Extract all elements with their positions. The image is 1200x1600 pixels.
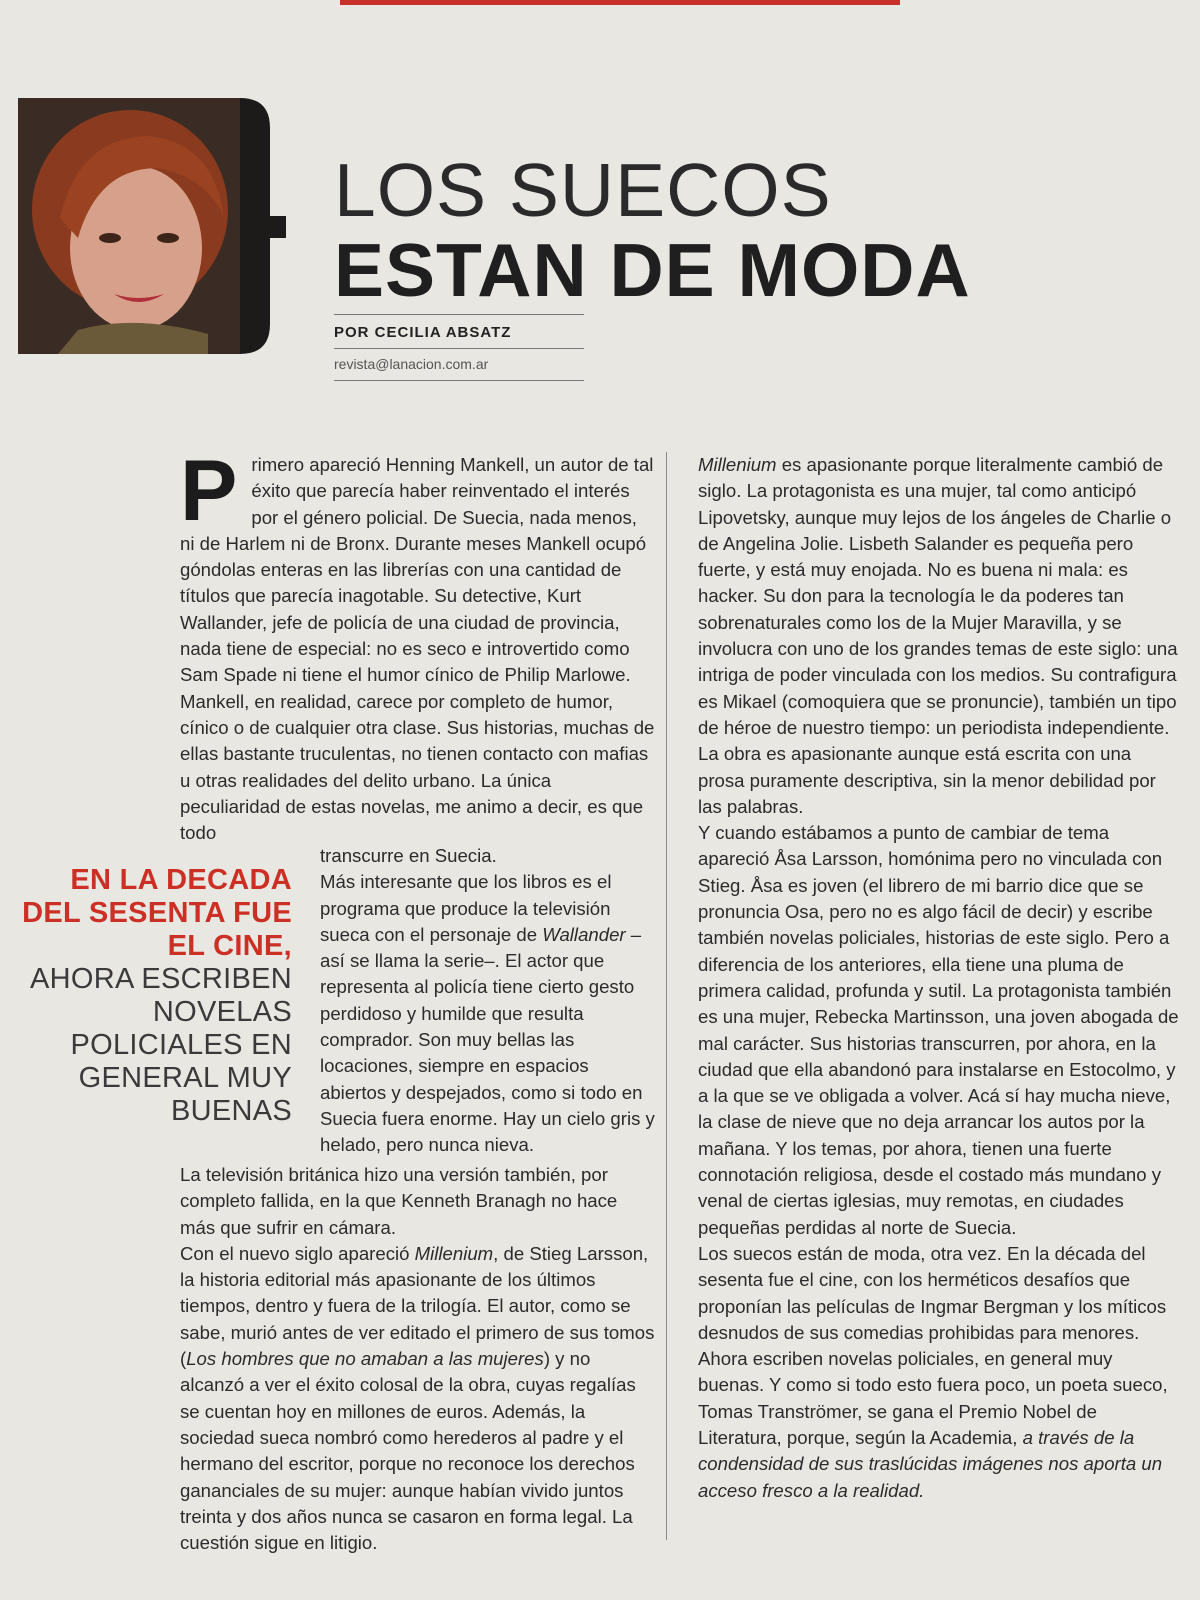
paragraph-inset-2 — [320, 869, 656, 1158]
pull-quote-highlight: EN LA DECADA DEL SESENTA FUE EL CINE, — [22, 864, 292, 962]
pull-quote — [22, 864, 292, 1128]
article-column-1 — [180, 443, 656, 846]
author-email: revista@lanacion.com.ar — [334, 356, 489, 372]
column-divider — [666, 452, 667, 1540]
article-column-1-inset — [320, 843, 656, 1159]
headline-line-1: LOS SUECOS — [334, 148, 832, 232]
millenium-title-2: Millenium — [698, 454, 777, 475]
author-byline: POR CECILIA ABSATZ — [334, 324, 512, 341]
inset-text-a: Más interesante que los libros es el programa que produce la televisión sueca con el personaje de — [320, 871, 612, 945]
paragraph-millenium — [180, 1241, 656, 1557]
conclusion-text: Los suecos están de moda, otra vez. En la década del sesenta fue el cine, con los herméticos desafíos que proponían las películas de Ingmar Bergman y los míticos desnudos de sus comedias prohibidas para menores. Ahora escriben novelas policiales, en general muy buenas. Y como si todo esto fuera poco, un poeta sueco, Tomas Tranströmer, se gana el Premio Nobel de Literatura, porque, según la Academia, — [698, 1242, 1168, 1448]
pull-quote-text: AHORA ESCRIBEN NOVELAS POLICIALES EN GENERAL MUY BUENAS — [29, 963, 292, 1127]
paragraph-intro — [180, 443, 656, 846]
byline-block — [334, 314, 584, 381]
academy-quote: a través de la condensidad de sus traslúcidas imágenes nos aporta un acceso fresco a la realidad. — [698, 1426, 1163, 1501]
inset-text-italic: Wallander — [542, 923, 626, 945]
millenium-text-b: , de Stieg Larsson, la historia editorial más apasionante de los últimos tiempos, dentro y fuera de la trilogía. El autor, como se sabe, murió antes de ver editado el primero de sus tomos ( — [180, 1242, 655, 1370]
article-column-1-lower — [180, 1162, 656, 1556]
millenium-text-c: ) y no alcanzó a ver el éxito colosal de la obra, cuyas regalías se cuentan hoy en millones de euros. Además, la sociedad sueca nombró como herederos al padre y el hermano del escritor, porque no reconoce los derechos gananciales de su mujer: aunque habían vivido juntos treinta y dos años nunca se casaron en forma legal. La cuestión sigue en litigio. — [180, 1348, 636, 1554]
paragraph-conclusion — [698, 1241, 1182, 1504]
paragraph-inset-1: transcurre en Suecia. — [320, 845, 497, 866]
paragraph-bbc: La televisión británica hizo una versión también, por completo fallida, en la que Kenneth Branagh no hace más que sufrir en cámara. — [180, 1164, 618, 1238]
headline-line-2: ESTAN DE MODA — [334, 228, 971, 312]
article-headline — [334, 150, 1154, 310]
millenium-title: Millenium — [414, 1242, 494, 1264]
byline-bottom-rule — [334, 380, 584, 381]
book-title: Los hombres que no amaban a las mujeres — [186, 1348, 544, 1370]
drop-cap: P — [180, 443, 238, 539]
paragraph-intro-text: rimero apareció Henning Mankell, un autor de tal éxito que parecía haber reinventado el interés por el género policial. De Suecia, nada menos, ni de Harlem ni de Bronx. Durante meses Mankell ocupó góndolas enteras en las librerías con una cantidad de títulos que parecía inagotable. Su detective, Kurt Wallander, jefe de policía de una ciudad de provincia, nada tiene de especial: no es seco e introvertido como Sam Spade ni tiene el humor cínico de Philip Marlowe. Mankell, en realidad, carece por completo de humor, cínico o de cualquier otra clase. Sus historias, muchas de ellas bastante truculentas, no tienen contacto con mafias u otras realidades del delito urbano. La única peculiaridad de estas novelas, me animo a decir, es que todo — [180, 454, 655, 844]
article-column-2 — [698, 452, 1182, 1504]
millenium-text-a: Con el nuevo siglo apareció — [180, 1242, 415, 1264]
inset-text-b: –así se llama la serie–. El actor que representa al policía tiene cierto gesto perdidoso y humilde que resulta comprador. Son muy bellas las locaciones, siempre en espacios abiertos y despejados, como si todo en Suecia fuera enorme. Hay un cielo gris y helado, pero nunca nieva. — [320, 923, 655, 1156]
lisbeth-text: es apasionante porque literalmente cambió de siglo. La protagonista es una mujer, tal como anticipó Lipovetsky, aunque muy lejos de los ángeles de Charlie o de Angelina Jolie. Lisbeth Salander es pequeña pero fuerte, y está muy enojada. No es buena ni mala: es hacker. Su don para la tecnología le da poderes tan sobrenaturales como los de la Mujer Maravilla, y se involucra con uno de los grandes temas de este siglo: una intriga de poder vinculada con los medios. Su contrafigura es Mikael (comoquiera que se pronuncie), también un tipo de héroe de nuestro tiempo: un periodista independiente. La obra es apasionante aunque está escrita con una prosa puramente descriptiva, sin la menor debilidad por las palabras. — [698, 454, 1178, 817]
top-accent-rule — [340, 0, 900, 5]
author-portrait — [18, 98, 286, 354]
paragraph-asa: Y cuando estábamos a punto de cambiar de tema apareció Åsa Larsson, homónima pero no vinculada con Stieg. Åsa es joven (el librero de mi barrio dice que se pronuncia Osa, pero no es algo fácil de decir) y escribe también novelas policiales, historias de este siglo. Pero a diferencia de los anteriores, ella tiene una pluma de primera calidad, profunda y sutil. La protagonista también es una mujer, Rebecka Martinsson, una joven abogada de mal carácter. Sus historias transcurren, por ahora, en la ciudad que ella abandonó para instalarse en Estocolmo, y a la que se ve obligada a volver. Acá sí hay mucha nieve, la clase de nieve que no deja arrancar los autos por la mañana. Y los temas, por ahora, tienen una fuerte connotación religiosa, desde el costado más mundano y venal de ciertas iglesias, muy remotas, en ciudades pequeñas perdidas al norte de Suecia. — [698, 822, 1179, 1238]
paragraph-lisbeth — [698, 452, 1182, 820]
